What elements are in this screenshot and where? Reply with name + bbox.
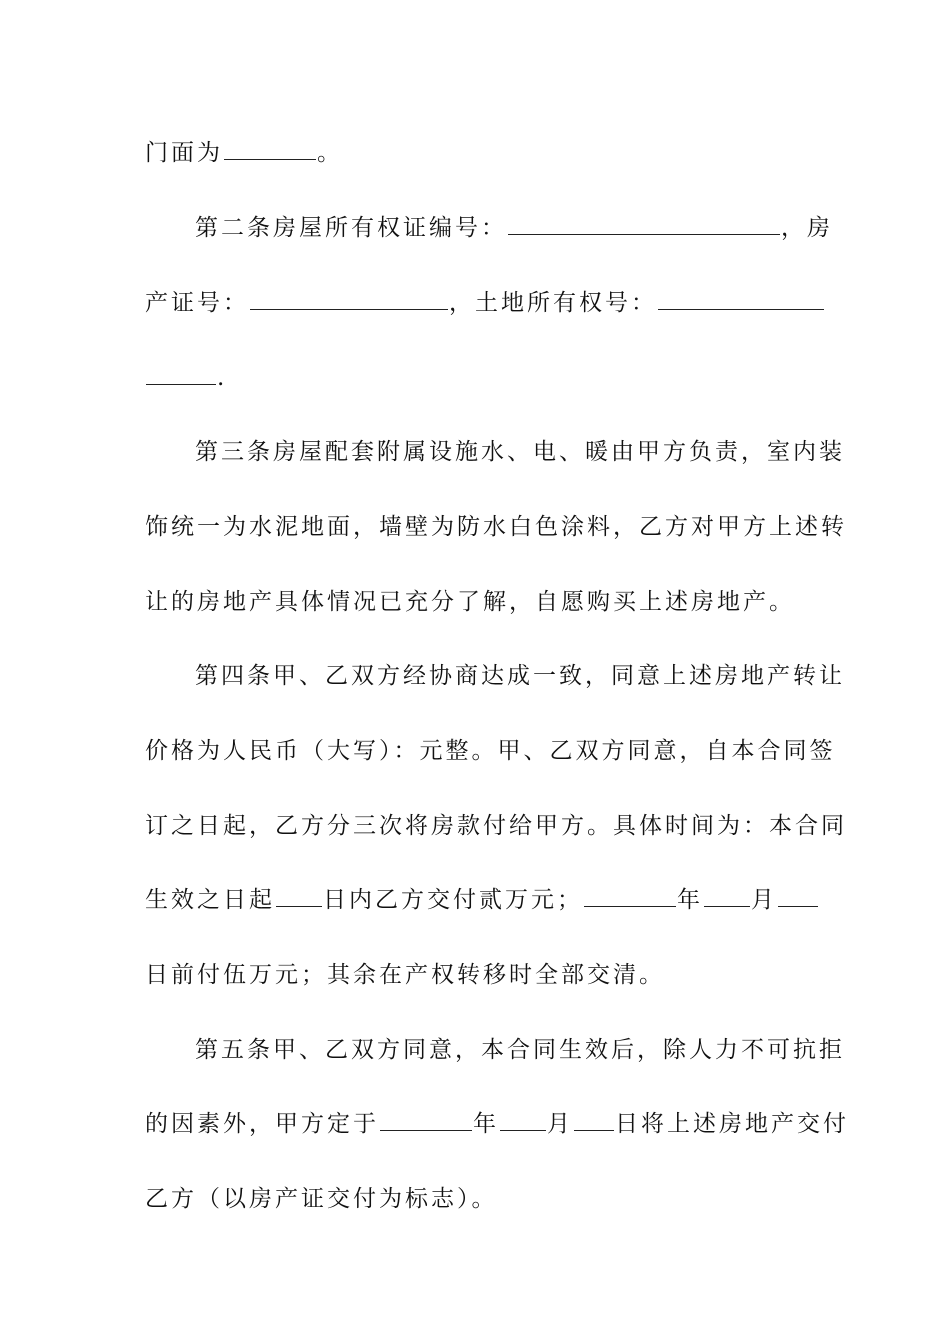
text-segment: 第二条房屋所有权证编号： — [195, 215, 507, 241]
text-segment: 的因素外，甲方定于 — [145, 1111, 379, 1137]
text-line-4 — [145, 358, 807, 398]
text-segment: ，土地所有权号： — [449, 290, 657, 316]
text-line-5: 第三条房屋配套附属设施水、电、暖由甲方负责，室内装 — [195, 439, 845, 465]
text-line-13: 第五条甲、乙双方同意，本合同生效后，除人力不可抗拒 — [195, 1037, 845, 1063]
fill-in-blank — [250, 285, 448, 310]
text-segment: 年 — [677, 887, 703, 913]
text-line-14 — [145, 1104, 849, 1144]
text-line-9: 价格为人民币（大写）：元整。甲、乙双方同意，自本合同签 — [145, 738, 836, 764]
text-segment: 年 — [473, 1111, 499, 1137]
text-segment: 月 — [547, 1111, 573, 1137]
text-line-11 — [145, 880, 807, 920]
text-segment: . — [217, 365, 228, 391]
text-line-6: 饰统一为水泥地面，墙壁为防水白色涂料，乙方对甲方上述转 — [145, 514, 847, 540]
fill-in-blank — [778, 882, 818, 907]
text-line-10: 订之日起，乙方分三次将房款付给甲方。具体时间为：本合同 — [145, 813, 847, 839]
fill-in-blank — [704, 882, 750, 907]
fill-in-blank — [508, 210, 780, 235]
text-segment: 月 — [751, 887, 777, 913]
fill-in-blank — [276, 882, 322, 907]
text-line-8: 第四条甲、乙双方经协商达成一致，同意上述房地产转让 — [195, 663, 845, 689]
text-segment: 生效之日起 — [145, 887, 275, 913]
text-line-7: 让的房地产具体情况已充分了解，自愿购买上述房地产。 — [145, 589, 795, 615]
fill-in-blank — [584, 882, 676, 907]
fill-in-blank — [658, 285, 824, 310]
text-line-1 — [145, 133, 807, 173]
text-line-2 — [195, 208, 833, 248]
text-segment: 门面为 — [145, 140, 223, 166]
fill-in-blank — [146, 360, 216, 385]
text-segment: 产证号： — [145, 290, 249, 316]
text-segment: ，房 — [781, 215, 833, 241]
fill-in-blank — [574, 1106, 614, 1131]
fill-in-blank — [500, 1106, 546, 1131]
text-line-3 — [145, 283, 807, 323]
text-line-15: 乙方（以房产证交付为标志）。 — [145, 1186, 498, 1212]
text-segment: 日将上述房地产交付 — [615, 1111, 849, 1137]
text-segment: 日内乙方交付贰万元； — [323, 887, 583, 913]
fill-in-blank — [224, 135, 316, 160]
text-line-12: 日前付伍万元；其余在产权转移时全部交清。 — [145, 962, 665, 988]
text-segment: 。 — [317, 140, 343, 166]
fill-in-blank — [380, 1106, 472, 1131]
